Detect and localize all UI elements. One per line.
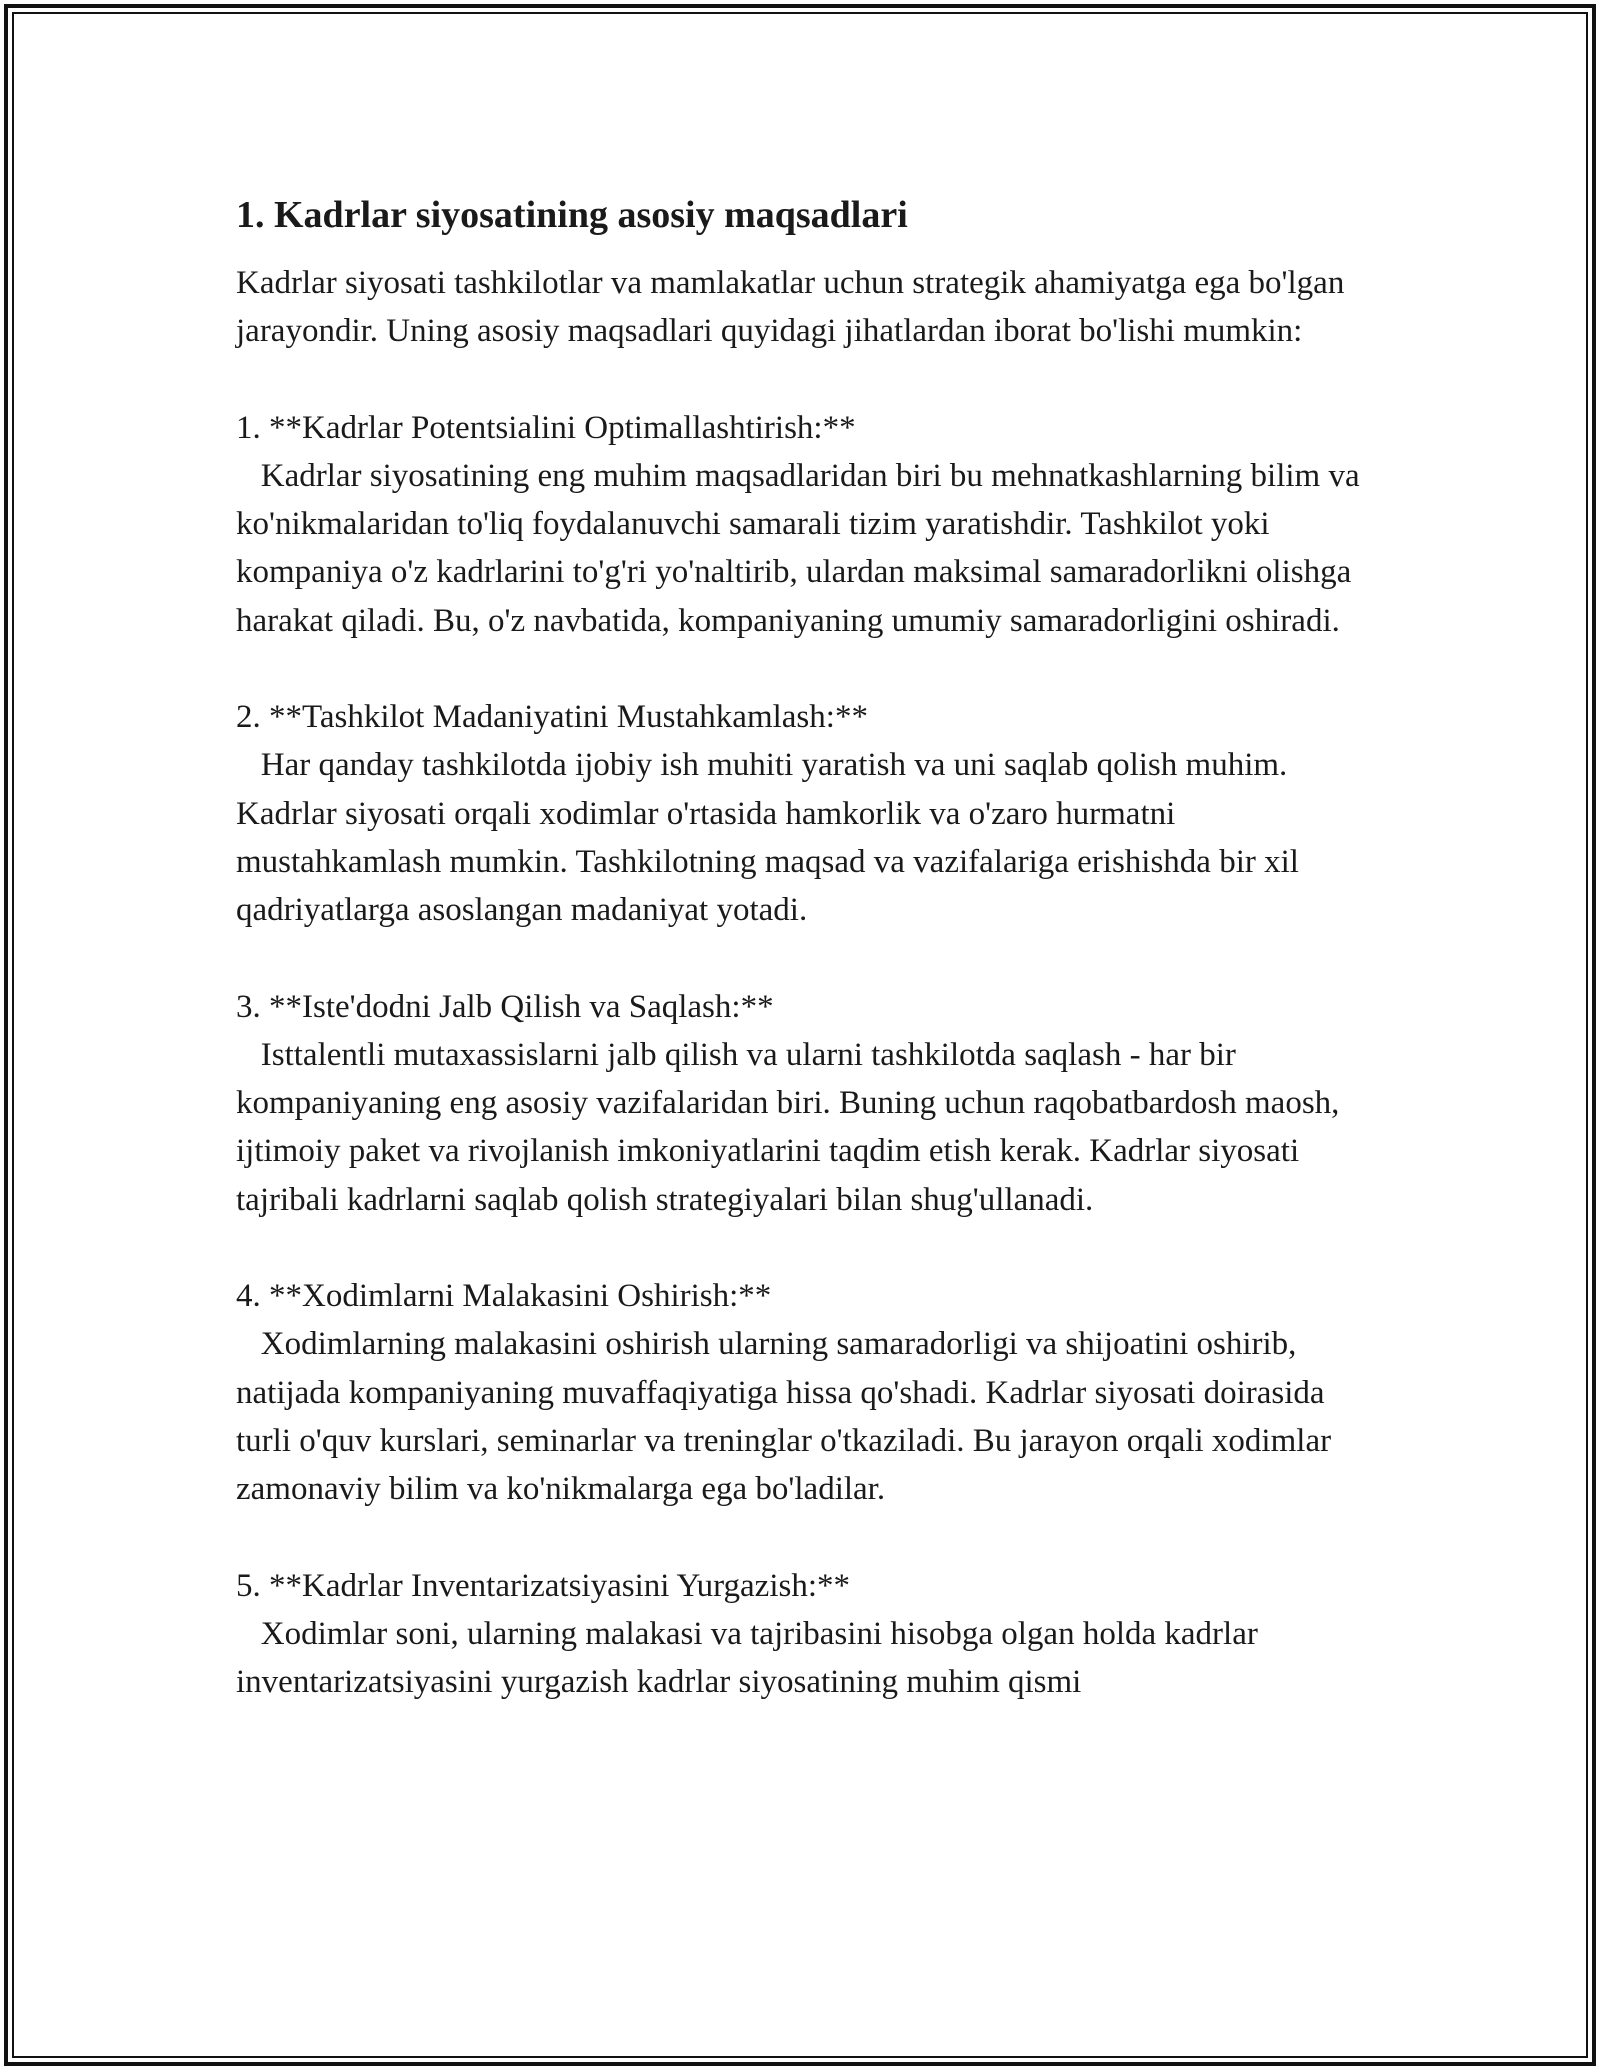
section-body: Kadrlar siyosatining eng muhim maqsadlaridan biri bu mehnatkashlarning bilim va ko'nikmalaridan to'liq foydalanuvchi samarali tizim yaratishdir. Tashkilot yoki kompaniya o'z kadrlarini to'g'ri yo'naltirib, ulardan maksimal samaradorlikni olishga harakat qiladi. Bu, o'z navbatida, kompaniyaning umumiy samaradorligini oshiradi. (236, 457, 1368, 639)
section-body: Isttalentli mutaxassislarni jalb qilish va ularni tashkilotda saqlash - har bir kompaniyaning eng asosiy vazifalaridan biri. Buning uchun raqobatbardosh maosh, ijtimoiy paket va rivojlanish imkoniyatlarini taqdim etish kerak. Kadrlar siyosati tajribali kadrlarni saqlab qolish strategiyalari bilan shug'ullanadi. (236, 1036, 1348, 1218)
section-body: Xodimlar soni, ularning malakasi va tajribasini hisobga olgan holda kadrlar inventarizatsiyasini yurgazish kadrlar siyosatining muhim qismi (236, 1615, 1267, 1701)
document-content (236, 187, 1376, 1706)
section-title: 2. **Tashkilot Madaniyatini Mustahkamlash:** (236, 699, 868, 736)
section-body: Xodimlarning malakasini oshirish ularning samaradorligi va shijoatini oshirib, natijada kompaniyaning muvaffaqiyatiga hissa qo'shadi. Kadrlar siyosati doirasida turli o'quv kurslari, seminarlar va treninglar o'tkaziladi. Bu jarayon orqali xodimlar zamonaviy bilim va ko'nikmalarga ega bo'ladilar. (236, 1326, 1340, 1508)
section-1 (236, 404, 1376, 645)
section-title: 5. **Kadrlar Inventarizatsiyasini Yurgazish:** (236, 1567, 850, 1604)
document-heading: 1. Kadrlar siyosatining asosiy maqsadlari (236, 194, 908, 236)
section-2 (236, 693, 1376, 934)
section-title: 4. **Xodimlarni Malakasini Oshirish:** (236, 1278, 772, 1315)
section-title: 1. **Kadrlar Potentsialini Optimallashtirish:** (236, 409, 856, 446)
section-title: 3. **Iste'dodni Jalb Qilish va Saqlash:** (236, 988, 774, 1025)
section-4 (236, 1272, 1376, 1513)
section-3 (236, 983, 1376, 1224)
intro-paragraph: Kadrlar siyosati tashkilotlar va mamlakatlar uchun strategik ahamiyatga ega bo'lgan jarayondir. Uning asosiy maqsadlari quyidagi jihatlardan iborat bo'lishi mumkin: (236, 265, 1345, 350)
section-5 (236, 1562, 1376, 1707)
section-body: Har qanday tashkilotda ijobiy ish muhiti yaratish va uni saqlab qolish muhim. Kadrlar siyosati orqali xodimlar o'rtasida hamkorlik va o'zaro hurmatni mustahkamlash mumkin. Tashkilotning maqsad va vazifalariga erishishda bir xil qadriyatlarga asoslangan madaniyat yotadi. (236, 747, 1308, 929)
